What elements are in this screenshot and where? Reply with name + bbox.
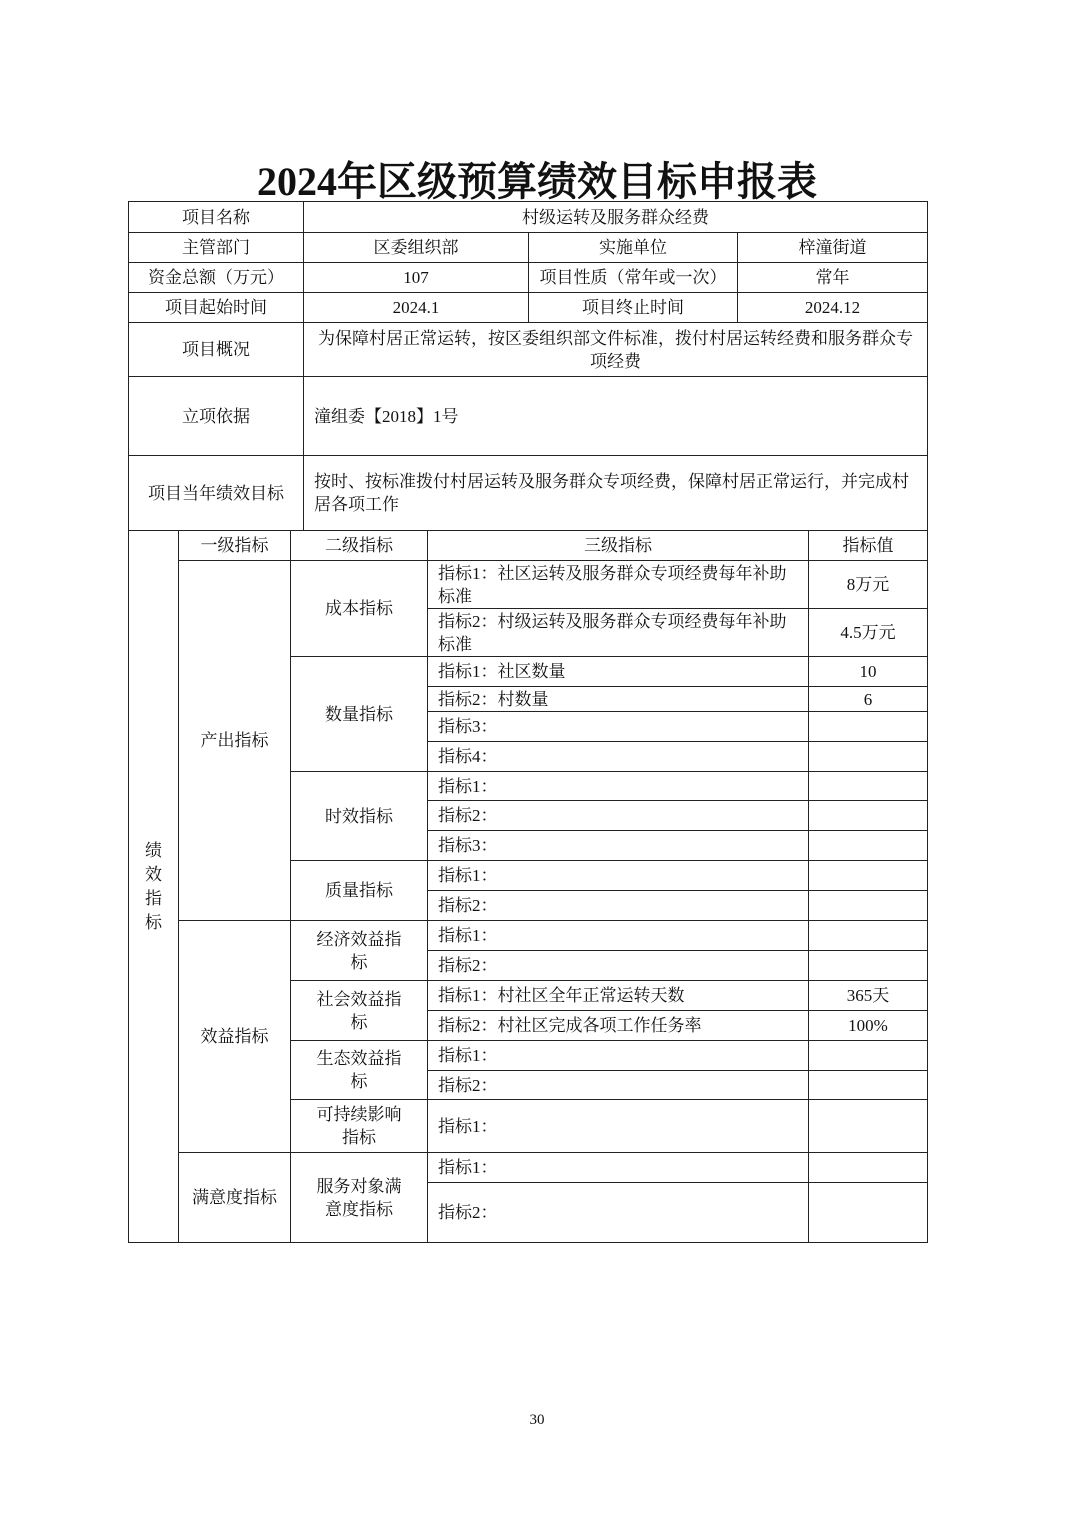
level2-indicator: 经济效益指标 bbox=[291, 921, 428, 981]
label: 资金总额（万元） bbox=[129, 263, 304, 293]
indicator-name: 指标3： bbox=[428, 831, 809, 861]
indicator-value bbox=[809, 1100, 928, 1153]
indicator-name: 指标2：村数量 bbox=[428, 687, 809, 712]
level2-indicator: 服务对象满意度指标 bbox=[291, 1153, 428, 1243]
level2-indicator: 数量指标 bbox=[291, 657, 428, 772]
header-cell: 三级指标 bbox=[428, 531, 809, 561]
indicator-value bbox=[809, 772, 928, 801]
page-title: 2024年区级预算绩效目标申报表 bbox=[257, 159, 817, 204]
end: 2024.12 bbox=[738, 293, 928, 323]
indicator-name: 指标1： bbox=[428, 861, 809, 891]
indicator-name: 指标1：社区运转及服务群众专项经费每年补助标准 bbox=[428, 561, 809, 609]
indicator-name: 指标1：社区数量 bbox=[428, 657, 809, 687]
indicator-name: 指标1：村社区全年正常运转天数 bbox=[428, 981, 809, 1011]
label: 项目概况 bbox=[129, 323, 304, 377]
indicator-value bbox=[809, 801, 928, 831]
indicator-name: 指标4： bbox=[428, 742, 809, 772]
header-cell: 指标值 bbox=[809, 531, 928, 561]
indicator-value bbox=[809, 1041, 928, 1071]
label: 项目终止时间 bbox=[529, 293, 738, 323]
indicator-value bbox=[809, 951, 928, 981]
level1-indicator: 满意度指标 bbox=[179, 1153, 291, 1243]
label: 项目性质（常年或一次） bbox=[529, 263, 738, 293]
indicator-value bbox=[809, 712, 928, 742]
indicator-value bbox=[809, 1183, 928, 1243]
indicator-name: 指标2： bbox=[428, 1183, 809, 1243]
table-row bbox=[129, 1153, 928, 1183]
label: 项目当年绩效目标 bbox=[129, 456, 304, 531]
page-number: 30 bbox=[529, 1412, 545, 1428]
performance-table bbox=[128, 530, 928, 1243]
indicator-value: 365天 bbox=[809, 981, 928, 1011]
project-name: 村级运转及服务群众经费 bbox=[304, 202, 928, 233]
level2-indicator: 社会效益指标 bbox=[291, 981, 428, 1041]
indicator-value bbox=[809, 921, 928, 951]
amount: 107 bbox=[304, 263, 529, 293]
indicator-value bbox=[809, 742, 928, 772]
indicator-value: 4.5万元 bbox=[809, 609, 928, 657]
level1-indicator: 产出指标 bbox=[179, 561, 291, 921]
indicator-value bbox=[809, 1153, 928, 1183]
indicator-name: 指标1： bbox=[428, 1041, 809, 1071]
level2-indicator: 质量指标 bbox=[291, 861, 428, 921]
indicator-name: 指标2： bbox=[428, 801, 809, 831]
label: 项目起始时间 bbox=[129, 293, 304, 323]
dept: 区委组织部 bbox=[304, 233, 529, 263]
indicator-value bbox=[809, 1071, 928, 1100]
header-cell: 二级指标 bbox=[291, 531, 428, 561]
indicator-name: 指标3： bbox=[428, 712, 809, 742]
indicator-value: 8万元 bbox=[809, 561, 928, 609]
overview: 为保障村居正常运转，按区委组织部文件标准，拨付村居运转经费和服务群众专项经费 bbox=[304, 323, 928, 377]
label: 实施单位 bbox=[529, 233, 738, 263]
performance-side-label: 绩效指标 bbox=[129, 531, 179, 1243]
project-info-table bbox=[128, 201, 928, 531]
nature: 常年 bbox=[738, 263, 928, 293]
label: 项目名称 bbox=[129, 202, 304, 233]
indicator-name: 指标2：村级运转及服务群众专项经费每年补助标准 bbox=[428, 609, 809, 657]
indicator-value bbox=[809, 831, 928, 861]
indicator-value: 100% bbox=[809, 1011, 928, 1041]
indicator-name: 指标1： bbox=[428, 1100, 809, 1153]
indicator-name: 指标2： bbox=[428, 891, 809, 921]
level2-indicator: 时效指标 bbox=[291, 772, 428, 861]
unit: 梓潼街道 bbox=[738, 233, 928, 263]
table-row bbox=[129, 921, 928, 951]
indicator-name: 指标2：村社区完成各项工作任务率 bbox=[428, 1011, 809, 1041]
level2-indicator: 成本指标 bbox=[291, 561, 428, 657]
indicator-name: 指标1： bbox=[428, 1153, 809, 1183]
header-cell: 一级指标 bbox=[179, 531, 291, 561]
level2-indicator: 可持续影响指标 bbox=[291, 1100, 428, 1153]
indicator-value: 6 bbox=[809, 687, 928, 712]
indicator-name: 指标1： bbox=[428, 772, 809, 801]
indicator-value bbox=[809, 861, 928, 891]
start: 2024.1 bbox=[304, 293, 529, 323]
indicator-value bbox=[809, 891, 928, 921]
indicator-name: 指标2： bbox=[428, 1071, 809, 1100]
label: 立项依据 bbox=[129, 377, 304, 456]
level2-indicator: 生态效益指标 bbox=[291, 1041, 428, 1100]
table-row bbox=[129, 561, 928, 609]
indicator-value: 10 bbox=[809, 657, 928, 687]
label: 主管部门 bbox=[129, 233, 304, 263]
indicator-name: 指标2： bbox=[428, 951, 809, 981]
goal: 按时、按标准拨付村居运转及服务群众专项经费，保障村居正常运行，并完成村居各项工作 bbox=[304, 456, 928, 531]
level1-indicator: 效益指标 bbox=[179, 921, 291, 1153]
indicator-name: 指标1： bbox=[428, 921, 809, 951]
basis: 潼组委【2018】1号 bbox=[304, 377, 928, 456]
